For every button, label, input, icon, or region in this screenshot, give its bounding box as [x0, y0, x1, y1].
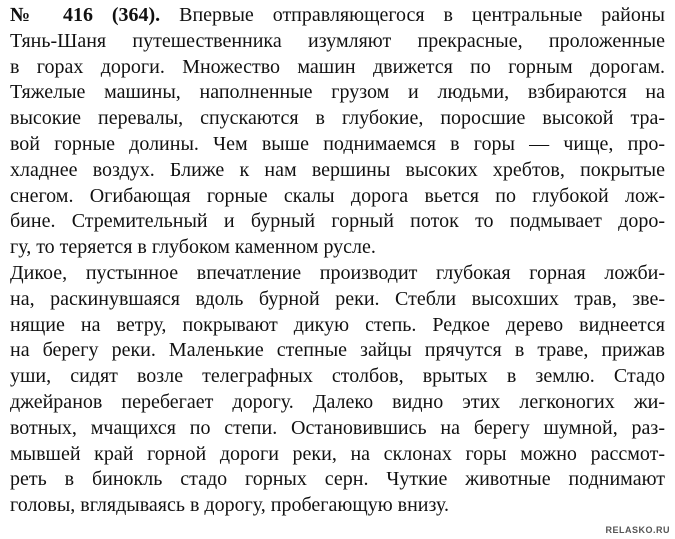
- exercise-text: [10, 3, 665, 519]
- text-line: Тянь-Шаня путешественника изумляют прекрасные, проложенные: [10, 29, 665, 52]
- text-line: вотных, мчащихся по степи. Остановившись на берегу шумной, раз-: [10, 416, 665, 439]
- text-line: высокие перевалы, спускаются в глубокие, поросшие высокой тра-: [10, 107, 665, 130]
- text-line: мывшей край горной дороги реки, на склонах горы можно рассмот-: [10, 442, 665, 465]
- line-text: Впервые отправляющегося в центральные районы: [179, 4, 665, 26]
- text-line: хладнее воздух. Ближе к нам вершины высоких хребтов, покрытые: [10, 158, 665, 181]
- text-line: уши, сидят возле телеграфных столбов, врытых в землю. Стадо: [10, 365, 665, 388]
- text-line: на, раскинувшаяся вдоль бурной реки. Стебли высохших трав, зве-: [10, 287, 665, 310]
- text-line: снегом. Огибающая горные скалы дорога вьется по глубокой лож-: [10, 184, 665, 207]
- text-line: реть в бинокль стадо горных серн. Чуткие животные поднимают: [10, 468, 665, 491]
- text-line: гу, то теряется в глубоком каменном русле.: [10, 236, 376, 259]
- exercise-number: № 416 (364).: [10, 4, 161, 26]
- text-line: джейранов перебегает дорогу. Далеко видно этих легконогих жи-: [10, 390, 665, 413]
- text-line: вой горные долины. Чем выше поднимаемся в горы — чище, про-: [10, 132, 665, 155]
- text-line: на берегу реки. Маленькие степные зайцы прячутся в траве, прижав: [10, 339, 665, 362]
- text-line: в горах дороги. Множество машин движется по горным дорогам.: [10, 55, 665, 78]
- text-line: [10, 3, 665, 29]
- text-line: нящие на ветру, покрывают дикую степь. Редкое дерево виднеется: [10, 313, 665, 336]
- watermark: RELASKO.RU: [605, 525, 670, 535]
- text-line: Тяжелые машины, наполненные грузом и людьми, взбираются на: [10, 81, 665, 104]
- text-line: головы, вглядываясь в дорогу, пробегающую внизу.: [10, 494, 449, 517]
- text-line: бине. Стремительный и бурный горный поток то подмывает доро-: [10, 210, 665, 233]
- text-line: Дикое, пустынное впечатление производит глубокая горная ложби-: [10, 261, 665, 284]
